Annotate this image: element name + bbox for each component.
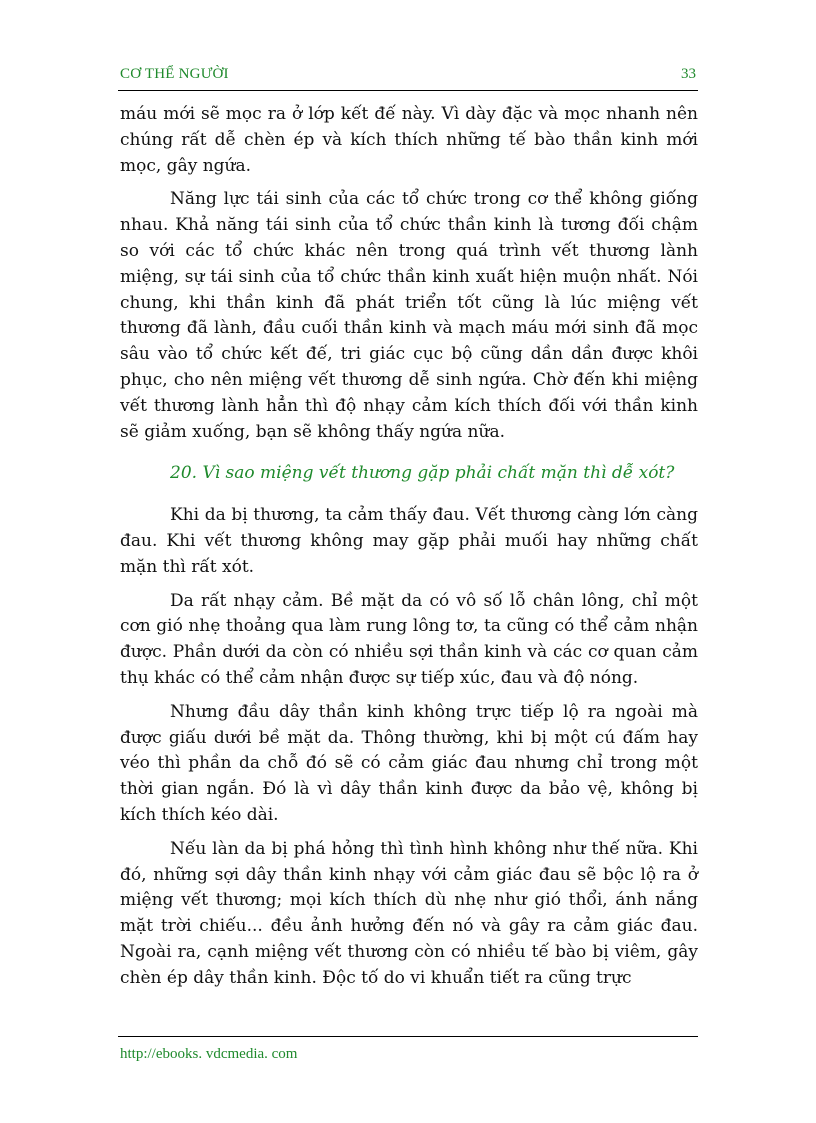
running-title: CƠ THỂ NGƯỜI [120,66,229,82]
body-text [120,102,698,1000]
footer-link[interactable]: http://ebooks. vdcmedia. com [120,1046,298,1062]
paragraph: Da rất nhạy cảm. Bề mặt da có vô số lỗ chân lông, chỉ một cơn gió nhẹ thoảng qua làm rung lông tơ, ta cũng có thể cảm nhận được. Phần dưới da còn có nhiều sợi thần kinh và các cơ quan cảm thụ khác có thể cảm nhận được sự tiếp xúc, đau và độ nóng. [120,590,698,688]
section-heading: 20. Vì sao miệng vết thương gặp phải chất mặn thì dễ xót? [170,463,675,484]
paragraph: Nhưng đầu dây thần kinh không trực tiếp lộ ra ngoài mà được giấu dưới bề mặt da. Thông thường, khi bị một cú đấm hay véo thì phần da chỗ đó sẽ có cảm giác đau nhưng chỉ trong một thời gian ngắn. Đó là vì dây thần kinh được da bảo vệ, không bị kích thích kéo dài. [120,701,698,825]
paragraph: máu mới sẽ mọc ra ở lớp kết đế này. Vì dày đặc và mọc nhanh nên chúng rất dễ chèn ép và kích thích những tế bào thần kinh mới mọc, gây ngứa. [120,104,698,176]
paragraph: Nếu làn da bị phá hỏng thì tình hình không như thế nữa. Khi đó, những sợi dây thần kinh nhạy với cảm giác đau sẽ bộc lộ ra ở miệng vết thương; mọi kích thích dù nhẹ như gió thổi, ánh nắng mặt trời chiếu... đều ảnh hưởng đến nó và gây ra cảm giác đau. Ngoài ra, cạnh miệng vết thương còn có nhiều tế bào bị viêm, gây chèn ép dây thần kinh. Độc tố do vi khuẩn tiết ra cũng trực [120,838,698,988]
paragraph: Năng lực tái sinh của các tổ chức trong cơ thể không giống nhau. Khả năng tái sinh của tổ chức thần kinh là tương đối chậm so với các tổ chức khác nên trong quá trình vết thương lành miệng, sự tái sinh của tổ chức thần kinh xuất hiện muộn nhất. Nói chung, khi thần kinh đã phát triển tốt cũng là lúc miệng vết thương đã lành, đầu cuối thần kinh và mạch máu mới sinh đã mọc sâu vào tổ chức kết đế, tri giác cục bộ cũng dần dần được khôi phục, cho nên miệng vết thương dễ sinh ngứa. Chờ đến khi miệng vết thương lành hẳn thì độ nhạy cảm kích thích đối với thần kinh sẽ giảm xuống, bạn sẽ không thấy ngứa nữa. [120,189,698,442]
page-footer [118,1036,698,1063]
page-number: 33 [681,66,696,82]
page-header [118,62,698,91]
paragraph: Khi da bị thương, ta cảm thấy đau. Vết thương càng lớn càng đau. Khi vết thương không may gặp phải muối hay những chất mặn thì rất xót. [120,505,698,577]
